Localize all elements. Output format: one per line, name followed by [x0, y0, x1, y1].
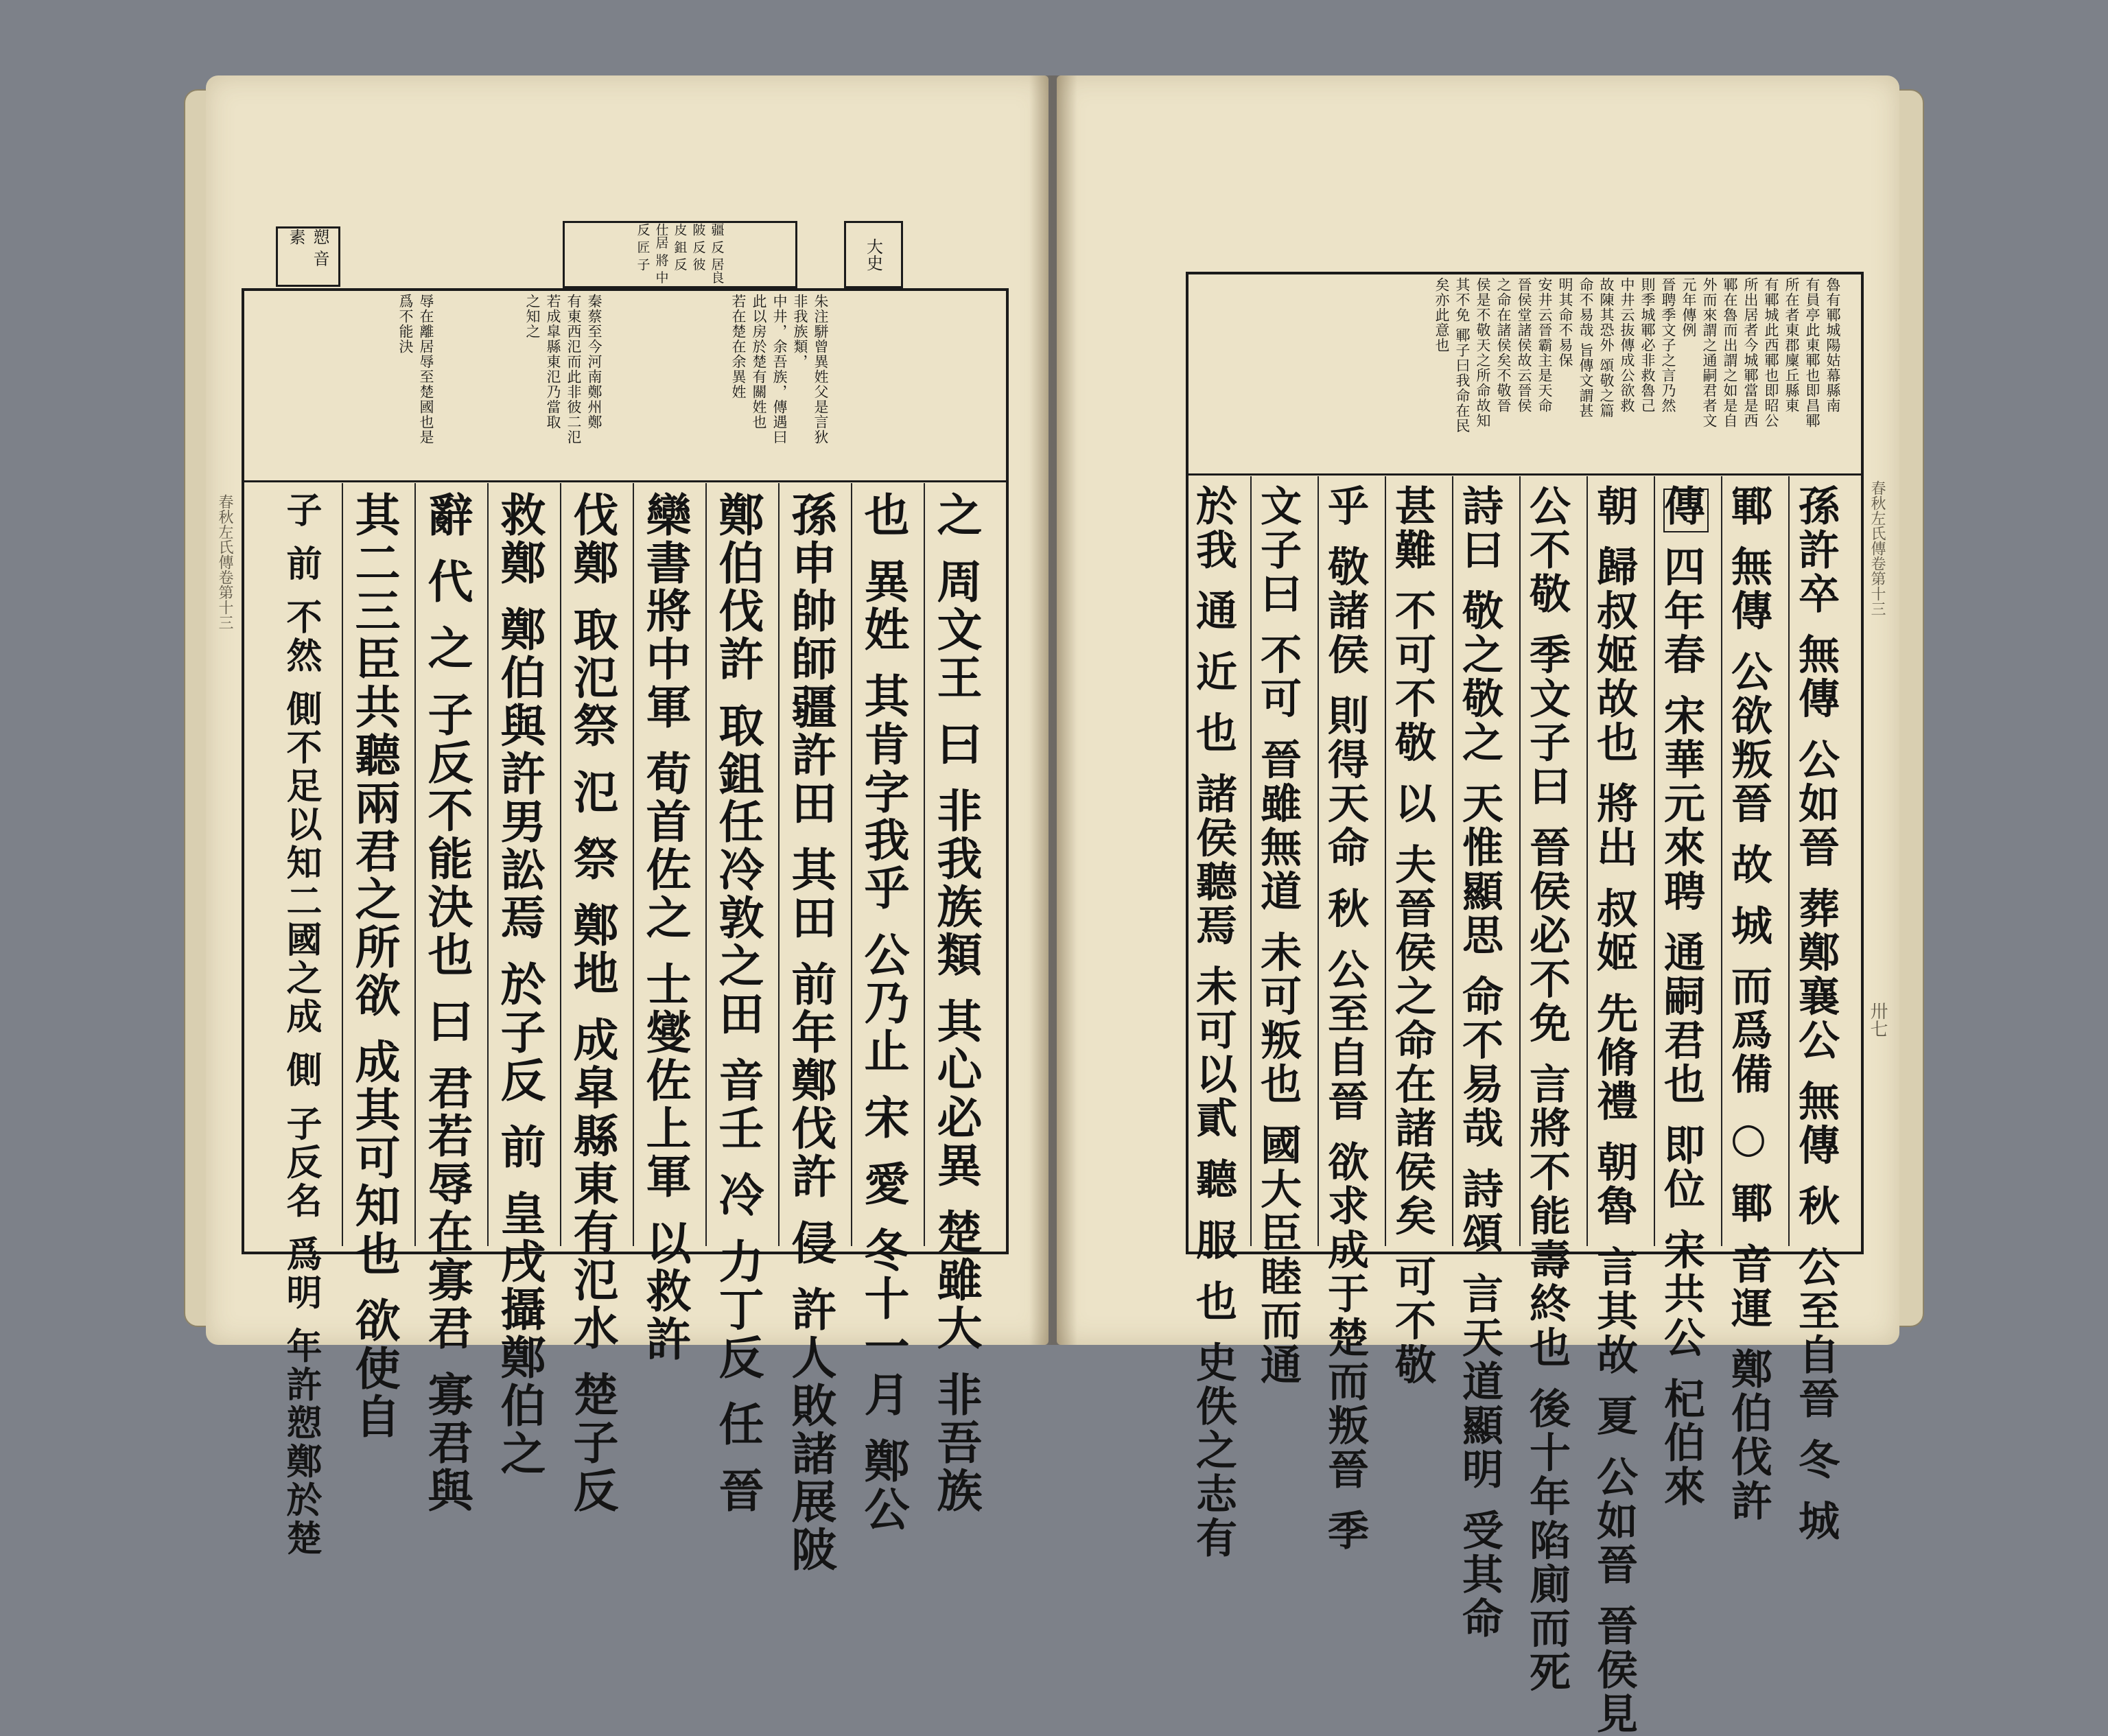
left-text-column: 也 異姓 其肯字我乎 公乃止 宋 愛 冬十一月 鄭公 [856, 491, 910, 1534]
right-head-note: 所在者東郡廩丘縣東 [1783, 277, 1800, 413]
left-head-note: 此以房於楚有關姓也 [751, 294, 767, 430]
column-rule [1318, 476, 1319, 1246]
right-head-note: 外而來謂之通嗣君者文 [1701, 277, 1718, 428]
column-rule [633, 483, 634, 1246]
left-text-column: 其二三臣共聽兩君之所欲 成其可知也 欲使自 [347, 491, 401, 1441]
left-head-note: 爲不能決 [397, 294, 414, 354]
left-text-column: 救鄭 鄭伯與許男訟焉 於子反 前 皇戌攝鄭伯之 [493, 491, 546, 1478]
header-box-left-3: 愬 音 素 [276, 226, 340, 287]
left-text-column: 之 周文王 曰 非我族類 其心必異 楚雖大 非吾族 [929, 491, 983, 1515]
left-text-column: 孫申帥師疆許田 其田 前年鄭伐許 侵 許人敗諸展陂 [784, 491, 837, 1574]
column-rule [414, 483, 416, 1246]
right-header-rule [1186, 272, 1861, 274]
right-head-note: 命不易哉 旨傳文謂甚 [1578, 277, 1594, 419]
right-text-column: 文子曰 不可 晉雖無道 未可叛也 國大臣睦而通 [1254, 484, 1302, 1387]
right-head-note: 有鄆城此西鄆也即昭公 [1763, 277, 1779, 428]
left-head-note: 秦蔡至今河南鄭州鄭 [586, 294, 602, 430]
right-text-column: 乎 敬諸侯 則得天命 秋 公至自晉 欲求成于楚而叛晉 季 [1321, 484, 1369, 1553]
right-head-note: 有員亭此東鄆也即昌鄆 [1804, 277, 1820, 428]
column-rule [851, 483, 852, 1246]
left-head-note: 非我族類， [792, 294, 808, 369]
left-head-note: 朱注駢曾異姓父是言狄 [812, 294, 829, 445]
left-text-column: 辭 代 之 子反不能決也 曰 君若辱在寡君 寡君與 [420, 491, 473, 1515]
book-gutter [1029, 75, 1077, 1345]
right-head-note: 晉聘季文子之言乃然 [1660, 277, 1676, 413]
column-rule [705, 483, 707, 1246]
column-rule [1519, 476, 1521, 1246]
left-head-note: 若在楚在余異姓 [730, 294, 747, 399]
right-text-column: 於我 通 近 也 諸侯聽焉 未可以貳 聽 服 也 史佚之志有 [1189, 484, 1237, 1560]
column-rule [1250, 476, 1252, 1246]
column-rule [778, 483, 780, 1246]
left-head-note: 辱在離居辱至楚國也是 [418, 294, 434, 445]
right-head-note: 明其命不易保 [1557, 277, 1573, 368]
right-text-column: 傳 四年春 宋華元來聘 通嗣君也 即位 宋共公 杞伯來 [1657, 484, 1705, 1510]
left-head-note: 中井，余吾族，傳遇曰 [771, 294, 788, 445]
right-head-note: 鄆在魯而出謂之如是自 [1722, 277, 1738, 428]
right-head-note: 魯有鄆城陽姑幕縣南 [1825, 277, 1841, 413]
right-head-note: 安井云晉霸主是天命 [1536, 277, 1553, 413]
right-text-column: 甚難 不可不敬 以 夫晉侯之命在諸侯矣 可不敬 [1388, 484, 1436, 1387]
column-rule [1586, 476, 1588, 1246]
column-rule [487, 483, 489, 1246]
left-text-column: 欒書將中軍 荀首佐之 士燮佐上軍 以救許 [638, 491, 692, 1363]
header-box-left-1: 大史 [844, 221, 903, 288]
left-head-note: 有東西氾而此非彼二氾 [565, 294, 582, 445]
column-rule [560, 483, 561, 1246]
left-fore-edge-text: 春秋左氏傳卷第十三 [216, 494, 233, 630]
right-head-note: 中井云抜傳成公欲救 [1619, 277, 1635, 413]
right-note-rule [1186, 473, 1861, 476]
left-text-column: 鄭伯伐許 取鉏任冷敦之田 音壬 冷 力丁反 任 晉 [711, 491, 764, 1515]
left-note-rule [242, 480, 1006, 482]
header-box-left-2: 疆 反 居良 陂 反 彼 皮 鉏 反 仕居 將 中 反 匠 子 [563, 221, 797, 288]
right-text-column: 孫許卒 無傳 公如晉 葬鄭襄公 無傳 秋 公至自晉 冬 城 [1792, 484, 1840, 1544]
column-rule [1452, 476, 1453, 1246]
right-head-note: 之命在諸侯矣不敬晉 [1495, 277, 1512, 413]
right-text-column: 鄆 無傳 公欲叛晉 故 城 而爲備 ○ 鄆 音運 鄭伯伐許 [1724, 484, 1772, 1523]
column-rule [1385, 476, 1386, 1246]
right-head-note: 所出居者今城鄆當是西 [1742, 277, 1759, 428]
right-head-note: 矣亦此意也 [1433, 277, 1450, 353]
right-fore-edge-text: 春秋左氏傳卷第十三 [1869, 480, 1886, 616]
left-text-column: 子 前 不然 側不足以知二國之成 側 子反名 爲明 年許愬鄭於楚 [280, 491, 322, 1558]
right-head-note: 晉侯堂諸侯故云晉侯 [1516, 277, 1532, 413]
folio-number: 卅七 [1867, 1002, 1888, 1037]
left-head-note: 之知之 [524, 294, 541, 339]
left-text-column: 伐鄭 取氾祭 氾 祭 鄭地 成皐縣東有氾水 楚子反 [565, 491, 619, 1515]
right-head-note: 侯是不敬天之所命故知 [1475, 277, 1491, 428]
right-head-note: 故陳其恐外 頌敬之篇 [1598, 277, 1615, 419]
column-rule [1654, 476, 1655, 1246]
left-header-rule [242, 288, 1006, 290]
right-head-note: 則季城鄆必非救魯己 [1639, 277, 1656, 413]
right-head-note: 元年傳例 [1680, 277, 1697, 338]
right-head-note: 其不免 鄆子曰我命在民 [1454, 277, 1471, 434]
left-head-note: 若成皐縣東氾乃當取 [545, 294, 561, 430]
right-text-column: 詩曰 敬之敬之 天惟顯思 命不易哉 詩頌 言天道顯明 受其命 [1455, 484, 1503, 1641]
column-rule [924, 483, 925, 1246]
column-rule [1788, 476, 1790, 1246]
right-text-column: 公不敬 季文子曰 晉侯必不免 言將不能壽終也 後十年陷廁而死 [1523, 484, 1571, 1695]
right-text-column: 朝 歸叔姬故也 將出 叔姬 先脩禮 朝魯 言其故 夏 公如晉 晉侯見 [1590, 484, 1638, 1736]
column-rule [1721, 476, 1722, 1246]
column-rule [342, 483, 343, 1246]
